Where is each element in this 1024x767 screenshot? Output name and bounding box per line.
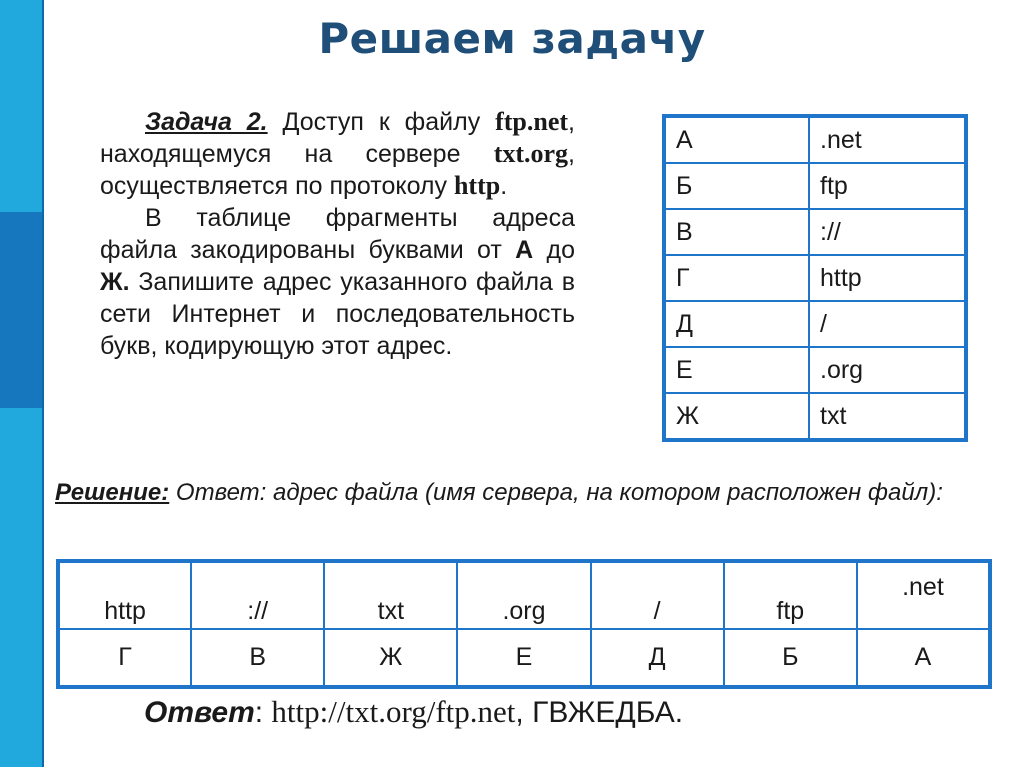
legend-fragment: .org bbox=[809, 347, 966, 393]
file-name: ftp.net bbox=[495, 107, 569, 136]
letter-cell: Е bbox=[457, 629, 590, 687]
fragment-cell: / bbox=[591, 561, 724, 629]
task-text-segment: до bbox=[533, 236, 576, 264]
fragment-cell: http bbox=[58, 561, 191, 629]
slide-title: Решаем задачу bbox=[318, 14, 706, 63]
legend-letter: Д bbox=[664, 301, 809, 347]
letter-from: А bbox=[515, 236, 534, 264]
letter-cell: Ж bbox=[324, 629, 457, 687]
task-paragraph-1 bbox=[100, 106, 575, 202]
task-label: Задача 2. bbox=[145, 108, 268, 136]
task-text-segment: В таблице фрагменты адреса файла закодированы буквами от bbox=[100, 204, 575, 264]
fragment-cell: .net bbox=[857, 561, 990, 629]
legend-row bbox=[664, 347, 966, 393]
fragment-cell: txt bbox=[324, 561, 457, 629]
server-name: txt.org bbox=[493, 139, 569, 168]
legend-letter: А bbox=[664, 116, 809, 163]
answer-colon: : bbox=[254, 696, 272, 729]
letter-to: Ж. bbox=[100, 268, 130, 296]
task-text-segment: , находящемуся на сервере bbox=[100, 108, 575, 168]
legend-fragment: http bbox=[809, 255, 966, 301]
legend-letter: В bbox=[664, 209, 809, 255]
letter-cell: В bbox=[191, 629, 324, 687]
letter-cell: Д bbox=[591, 629, 724, 687]
answer-url: http://txt.org/ftp.net bbox=[271, 694, 516, 729]
legend-fragment: ftp bbox=[809, 163, 966, 209]
legend-fragment: txt bbox=[809, 393, 966, 440]
answer-table bbox=[56, 559, 992, 689]
legend-letter: Ж bbox=[664, 393, 809, 440]
legend-fragment: / bbox=[809, 301, 966, 347]
final-answer bbox=[144, 694, 683, 730]
legend-row bbox=[664, 393, 966, 440]
legend-row bbox=[664, 116, 966, 163]
legend-row bbox=[664, 255, 966, 301]
legend-row bbox=[664, 163, 966, 209]
task-text-segment: Доступ к файлу bbox=[267, 108, 496, 136]
legend-row bbox=[664, 209, 966, 255]
legend-fragment: :// bbox=[809, 209, 966, 255]
legend-row bbox=[664, 301, 966, 347]
left-accent-block bbox=[0, 212, 42, 408]
letter-cell: Б bbox=[724, 629, 857, 687]
task-text-segment: . bbox=[500, 172, 508, 200]
fragment-cell: :// bbox=[191, 561, 324, 629]
fragment-cell: .org bbox=[457, 561, 590, 629]
legend-letter: Е bbox=[664, 347, 809, 393]
task-paragraph-2 bbox=[100, 202, 575, 362]
task-text bbox=[100, 106, 575, 362]
solution-note bbox=[55, 476, 995, 509]
letter-cell: А bbox=[857, 629, 990, 687]
task-text-segment: Запишите адрес указанного файла в сети Интернет и последовательность букв, кодирующую этот адрес. bbox=[100, 268, 575, 360]
solution-prefix: Решение: bbox=[55, 479, 170, 506]
protocol-name: http bbox=[453, 171, 501, 200]
fragment-cell: ftp bbox=[724, 561, 857, 629]
letter-cell: Г bbox=[58, 629, 191, 687]
left-accent-line bbox=[42, 0, 44, 767]
legend-letter: Б bbox=[664, 163, 809, 209]
answer-code: ГВЖЕДБА. bbox=[532, 696, 684, 729]
fragments-row bbox=[58, 561, 990, 629]
answer-label: Ответ bbox=[144, 696, 255, 729]
legend-table bbox=[662, 114, 968, 442]
task-text-segment: , осуществляется по протоколу bbox=[100, 140, 575, 200]
letters-row bbox=[58, 629, 990, 687]
legend-letter: Г bbox=[664, 255, 809, 301]
legend-fragment: .net bbox=[809, 116, 966, 163]
answer-comma: , bbox=[515, 696, 533, 729]
solution-text: Ответ: адрес файла (имя сервера, на котором расположен файл): bbox=[169, 479, 943, 506]
